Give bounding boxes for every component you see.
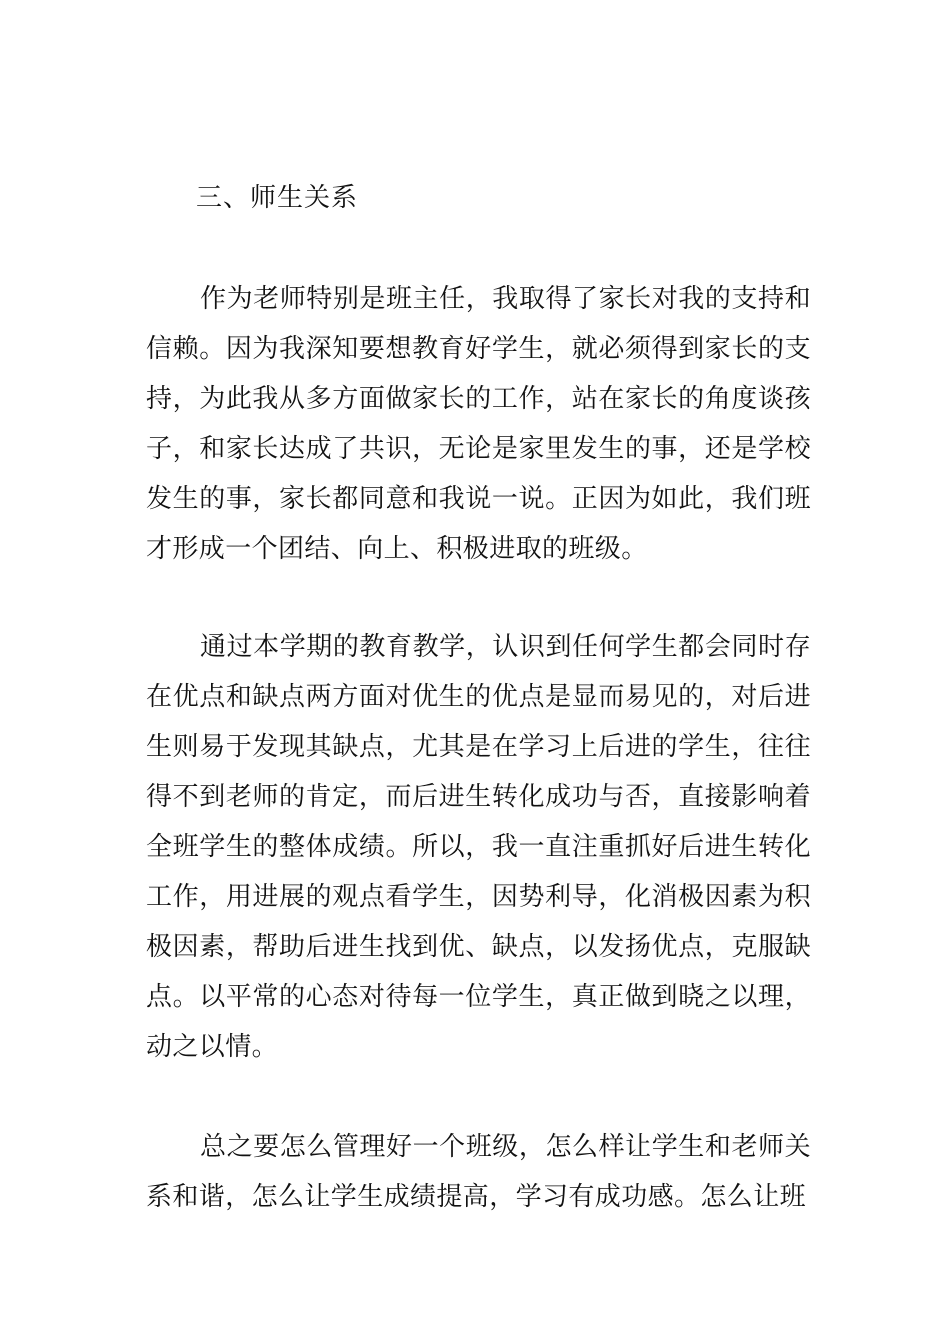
paragraph-parent-relationship: 作为老师特别是班主任，我取得了家长对我的支持和信赖。因为我深知要想教育好学生，就必须得到家长的支持，为此我从多方面做家长的工作，站在家长的角度谈孩子，和家长达成了共识，无论是家里发生的事，还是学校发生的事，家长都同意和我说一说。正因为如此，我们班才形成一个团结、向上、积极进取的班级。 xyxy=(146,284,811,564)
paragraph-summary: 总之要怎么管理好一个班级，怎么样让学生和老师关系和谐，怎么让学生成绩提高，学习有成功感。怎么让班 xyxy=(146,1132,811,1212)
section-heading: 三、师生关系 xyxy=(196,183,359,213)
paragraph-underachiever-transformation: 通过本学期的教育教学，认识到任何学生都会同时存在优点和缺点两方面对优生的优点是显而易见的，对后进生则易于发现其缺点，尤其是在学习上后进的学生，往往得不到老师的肯定，而后进生转化成功与否，直接影响着全班学生的整体成绩。所以，我一直注重抓好后进生转化工作，用进展的观点看学生，因势利导，化消极因素为积极因素，帮助后进生找到优、缺点，以发扬优点，克服缺点。以平常的心态对待每一位学生，真正做到晓之以理，动之以情。 xyxy=(146,632,811,1062)
